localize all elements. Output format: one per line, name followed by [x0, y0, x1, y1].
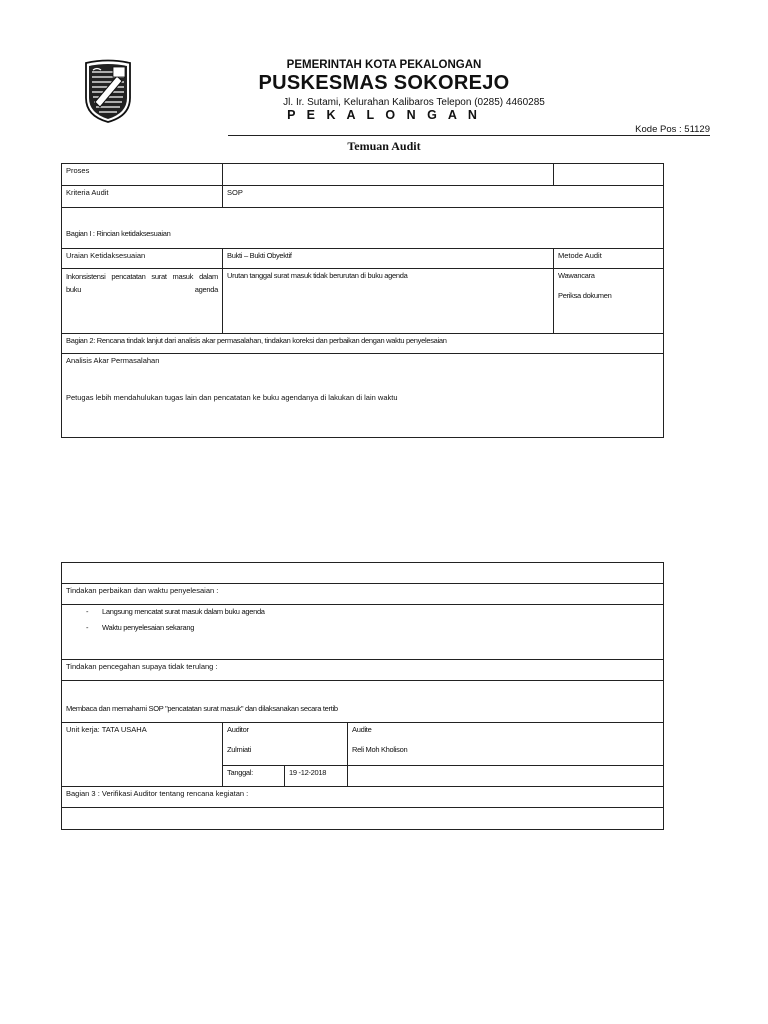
section-1-heading: Bagian I : Rincian ketidaksesuaian — [62, 208, 664, 249]
document-title: Temuan Audit — [347, 139, 421, 153]
unit-kerja: Unit kerja: TATA USAHA — [62, 723, 223, 787]
uraian-text: Inkonsistensi pencatatan surat masuk dalam buku agenda — [62, 269, 223, 334]
proses-extra — [554, 164, 664, 186]
kriteria-label: Kriteria Audit — [62, 186, 223, 208]
header-institution: PUSKESMAS SOKOREJO — [258, 72, 510, 94]
header-government: PEMERINTAH KOTA PEKALONGAN — [286, 59, 482, 71]
pencegahan-text: Membaca dan memahami SOP "pencatatan surat masuk" dan dilaksanakan secara tertib — [62, 681, 664, 723]
header-address: Jl. Ir. Sutami, Kelurahan Kalibaros Telepon (0285) 4460285 — [283, 97, 545, 108]
audit-finding-table — [61, 163, 664, 438]
corrective-action-table — [61, 562, 664, 830]
verification-blank — [62, 808, 664, 830]
col-header-bukti: Bukti – Bukti Obyektif — [223, 249, 554, 269]
audite-cell — [348, 723, 664, 766]
analisis-text: Petugas lebih mendahulukan tugas lain dan pencatatan ke buku agendanya di lakukan di lain waktu — [66, 393, 398, 403]
postal-code: Kode Pos : 51129 — [635, 124, 710, 135]
col-header-metode: Metode Audit — [554, 249, 664, 269]
bukti-text: Urutan tanggal surat masuk tidak berurutan di buku agenda — [223, 269, 554, 334]
header-city: P E K A L O N G A N — [287, 108, 481, 122]
header-divider — [228, 135, 710, 136]
kriteria-value: SOP — [223, 186, 664, 208]
proses-label: Proses — [62, 164, 223, 186]
tanggal-label: Tanggal: — [223, 766, 285, 787]
auditor-name: Zulmiati — [227, 745, 251, 755]
analisis-cell — [62, 354, 664, 438]
metode-item: Wawancara — [558, 271, 595, 280]
metode-item: Periksa dokumen — [558, 291, 612, 301]
metode-cell — [554, 269, 664, 334]
list-item: - Langsung mencatat surat masuk dalam buku agenda — [102, 607, 659, 617]
section-2-heading: Bagian 2: Rencana tindak lanjut dari analisis akar permasalahan, tindakan koreksi dan perbaikan dengan waktu penyelesaian — [62, 334, 664, 354]
analisis-label: Analisis Akar Permasalahan — [66, 356, 160, 365]
pencegahan-label: Tindakan pencegahan supaya tidak terulang : — [62, 660, 664, 681]
tanggal-value: 19 -12-2018 — [285, 766, 348, 787]
audite-label: Audite — [352, 725, 372, 734]
tindakan-label: Tindakan perbaikan dan waktu penyelesaian : — [62, 584, 664, 605]
col-header-uraian: Uraian Ketidaksesuaian — [62, 249, 223, 269]
list-item: - Waktu penyelesaian sekarang — [102, 623, 659, 633]
section-3-heading: Bagian 3 : Verifikasi Auditor tentang rencana kegiatan : — [62, 787, 664, 808]
auditor-cell — [223, 723, 348, 766]
blank-row — [62, 563, 664, 584]
proses-value — [223, 164, 554, 186]
audite-name: Reli Moh Kholison — [352, 745, 408, 755]
tindakan-cell — [62, 605, 664, 660]
auditor-label: Auditor — [227, 725, 249, 734]
tanggal-blank — [348, 766, 664, 787]
